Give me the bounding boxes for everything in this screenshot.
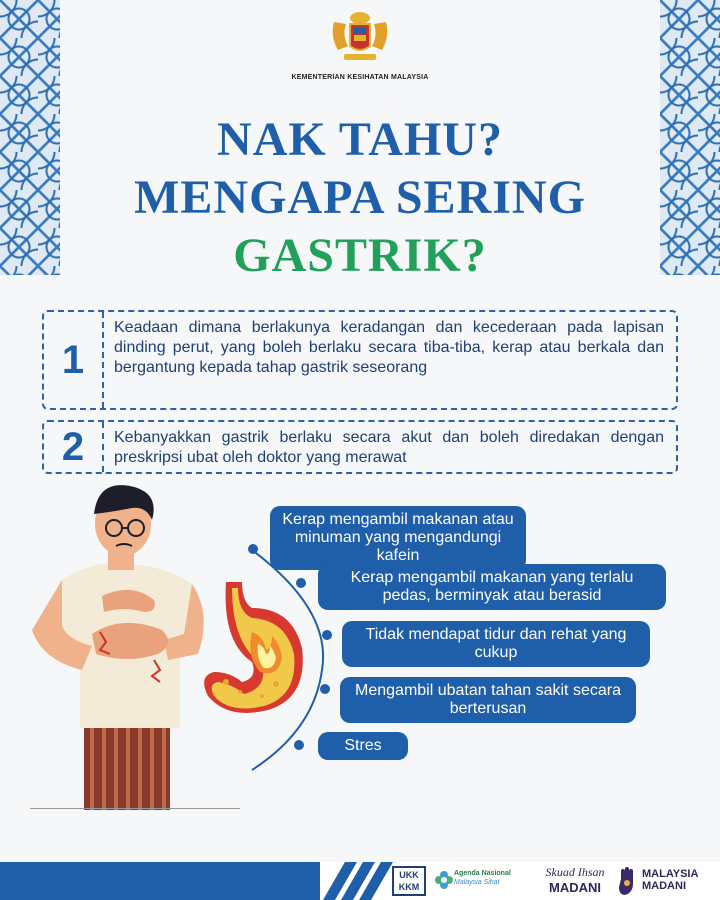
title-line-1: NAK TAHU? bbox=[217, 113, 503, 166]
skuad-line-2: MADANI bbox=[549, 880, 601, 895]
info-point-1 bbox=[42, 310, 678, 410]
ministry-name: KEMENTERIAN KESIHATAN MALAYSIA bbox=[291, 74, 429, 81]
ground-line bbox=[30, 808, 240, 809]
footer-logos bbox=[0, 862, 720, 900]
cause-bullet bbox=[320, 684, 330, 694]
footer-accent-bar bbox=[0, 862, 320, 900]
point-text: Keadaan dimana berlakunya keradangan dan kecederaan pada lapisan dinding perut, yang boleh berlaku secara tiba-tiba, kerap atau berkala dan bergantung kepada tahap gastrik seseorang bbox=[114, 319, 664, 376]
ukk-kkm-logo bbox=[392, 866, 426, 896]
cause-bullet bbox=[248, 544, 258, 554]
cause-item-caffeine: Kerap mengambil makanan atau minuman yang mengandungi kafein bbox=[270, 506, 526, 570]
agenda-nasional-logo bbox=[454, 869, 534, 887]
agenda-line-2: Malaysia Sihat bbox=[454, 879, 500, 886]
cause-item-stress: Stres bbox=[318, 732, 408, 760]
point-number: 2 bbox=[44, 422, 104, 472]
cause-bullet bbox=[294, 740, 304, 750]
ukk-line-2: KKM bbox=[398, 882, 420, 892]
madani-line-1: MALAYSIA bbox=[642, 868, 699, 880]
flower-icon bbox=[434, 870, 454, 890]
skuad-ihsan-madani-logo bbox=[540, 865, 610, 895]
title-line-3: GASTRIK? bbox=[233, 229, 487, 282]
skuad-line-1: Skuad Ihsan bbox=[545, 865, 605, 879]
cause-item-painkillers: Mengambil ubatan tahan sakit secara berterusan bbox=[340, 677, 636, 723]
point-text: Kebanyakkan gastrik berlaku secara akut dan boleh diredakan dengan preskripsi ubat oleh doktor yang merawat bbox=[114, 429, 664, 466]
point-number: 1 bbox=[44, 312, 104, 408]
agenda-line-1: Agenda Nasional bbox=[454, 870, 511, 877]
title-line-2: MENGAPA SERING bbox=[134, 171, 586, 224]
cause-item-sleep: Tidak mendapat tidur dan rehat yang cukup bbox=[342, 621, 650, 667]
cause-bullet bbox=[296, 578, 306, 588]
info-point-2 bbox=[42, 420, 678, 474]
cause-item-spicy-food: Kerap mengambil makanan yang terlalu pedas, berminyak atau berasid bbox=[318, 564, 666, 610]
ministry-emblem-icon bbox=[326, 10, 394, 66]
madani-line-2: MADANI bbox=[642, 880, 686, 892]
malaysia-madani-logo bbox=[624, 868, 714, 892]
cause-bullet bbox=[322, 630, 332, 640]
ukk-line-1: UKK bbox=[399, 870, 419, 880]
